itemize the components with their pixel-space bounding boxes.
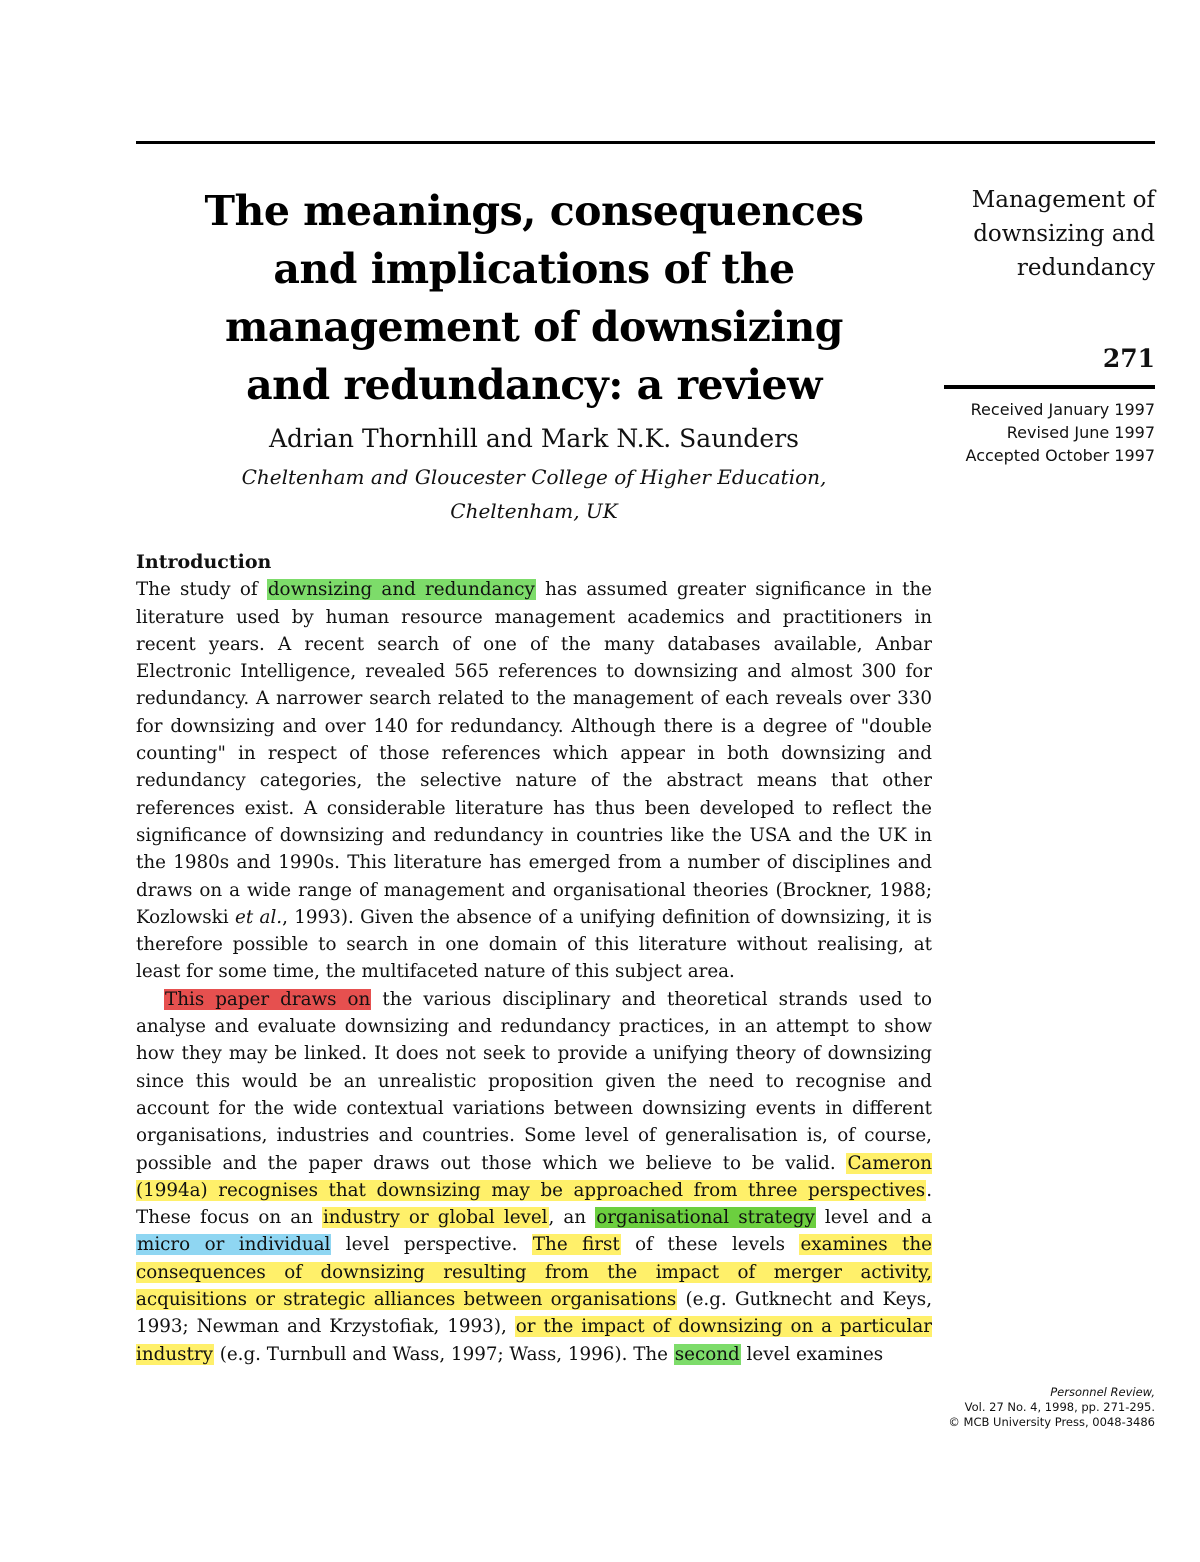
- text-run: level perspective.: [331, 1234, 532, 1256]
- text-run-italic: et al.: [235, 906, 283, 928]
- highlight-yellow[interactable]: industry or global level: [322, 1207, 548, 1229]
- article-body: [136, 549, 932, 1368]
- title-line: and implications of the: [273, 245, 795, 293]
- submission-dates: [944, 398, 1155, 467]
- journal-name: Personnel Review,: [1050, 1385, 1155, 1399]
- text-run: . These focus on an: [136, 1179, 932, 1229]
- text-run: , an: [548, 1207, 596, 1229]
- highlight-yellow[interactable]: The first: [532, 1234, 620, 1256]
- paper-title: [136, 182, 932, 414]
- text-run: level and a: [815, 1207, 933, 1229]
- page-number: 271: [1102, 344, 1155, 373]
- running-head-line: downsizing and: [973, 221, 1155, 247]
- affiliation: [136, 460, 932, 528]
- text-run: level examines: [740, 1343, 884, 1365]
- highlight-blue[interactable]: micro or individual: [137, 1234, 331, 1256]
- affiliation-line: Cheltenham and Gloucester College of Higher Education,: [241, 465, 827, 489]
- journal-copyright: © MCB University Press, 0048-3486: [948, 1415, 1155, 1429]
- text-run: The study of: [136, 579, 267, 601]
- paragraph-2: [136, 986, 932, 1368]
- highlight-red[interactable]: This paper draws on: [165, 988, 371, 1010]
- title-line: management of downsizing: [225, 303, 843, 351]
- highlight-yellow[interactable]: examines the consequences of downsizing resulting from the impact of merger activity, acquisitions or strategic alliances between organisations: [136, 1234, 932, 1311]
- paragraph-1: [136, 576, 932, 985]
- title-line: and redundancy: a review: [246, 361, 822, 409]
- text-run: (e.g. Gutknecht and Keys, 1993; Newman and Krzystofiak, 1993),: [136, 1289, 933, 1338]
- text-run: , 1993). Given the absence of a unifying definition of downsizing, it is therefore possible to search in one domain of this literature without realising, at least for some time, the multifaceted nature of this subject area.: [136, 906, 932, 983]
- journal-volume: Vol. 27 No. 4, 1998, pp. 271-295.: [964, 1400, 1155, 1414]
- text-run: (e.g. Turnbull and Wass, 1997; Wass, 1996). The: [213, 1343, 674, 1365]
- running-head-line: redundancy: [1016, 255, 1155, 281]
- section-heading: Introduction: [136, 551, 272, 573]
- received-date: Received January 1997: [970, 400, 1155, 419]
- highlight-green[interactable]: downsizing and redundancy: [267, 579, 535, 601]
- affiliation-line: Cheltenham, UK: [450, 499, 618, 523]
- top-rule: [136, 141, 1155, 144]
- highlight-green[interactable]: second: [674, 1343, 740, 1365]
- highlight-green[interactable]: organisational strategy: [596, 1207, 815, 1229]
- highlight-yellow[interactable]: or the impact of downsizing on a particular industry: [136, 1316, 932, 1365]
- margin-rule: [944, 385, 1155, 389]
- accepted-date: Accepted October 1997: [965, 446, 1155, 465]
- text-run: has assumed greater significance in the literature used by human resource management academics and practitioners in recent years. A recent search of one of the many databases available, Anbar Electronic Intelligence, revealed 565 references to downsizing and almost 300 for redundancy. A narrower search related to the management of each reveals over 330 for downsizing and over 140 for redundancy. Although there is a degree of "double counting" in respect of those references which appear in both downsizing and redundancy categories, the selective nature of the abstract means that other references exist. A considerable literature has thus been developed to reflect the significance of downsizing and redundancy in countries like the USA and the UK in the 1980s and 1990s. This literature has emerged from a number of disciplines and draws on a wide range of management and organisational theories (Brockner, 1988; Kozlowski: [136, 579, 933, 928]
- text-run: the various disciplinary and theoretical strands used to analyse and evaluate downsizing and redundancy practices, in an attempt to show how they may be linked. It does not seek to provide a unifying theory of downsizing since this would be an unrealistic proposition given the need to recognise and account for the wide contextual variations between downsizing events in different organisations, industries and countries. Some level of generalisation is, of course, possible and the paper draws out those which we believe to be valid.: [136, 988, 932, 1174]
- journal-citation: [930, 1385, 1155, 1430]
- authors: Adrian Thornhill and Mark N.K. Saunders: [269, 424, 799, 453]
- highlight-yellow[interactable]: Cameron (1994a) recognises that downsizing may be approached from three perspectives: [136, 1152, 932, 1201]
- text-run: of these levels: [620, 1234, 800, 1256]
- running-head: [944, 183, 1155, 285]
- title-line: The meanings, consequences: [204, 187, 864, 235]
- running-head-line: Management of: [971, 187, 1155, 213]
- revised-date: Revised June 1997: [1006, 423, 1155, 442]
